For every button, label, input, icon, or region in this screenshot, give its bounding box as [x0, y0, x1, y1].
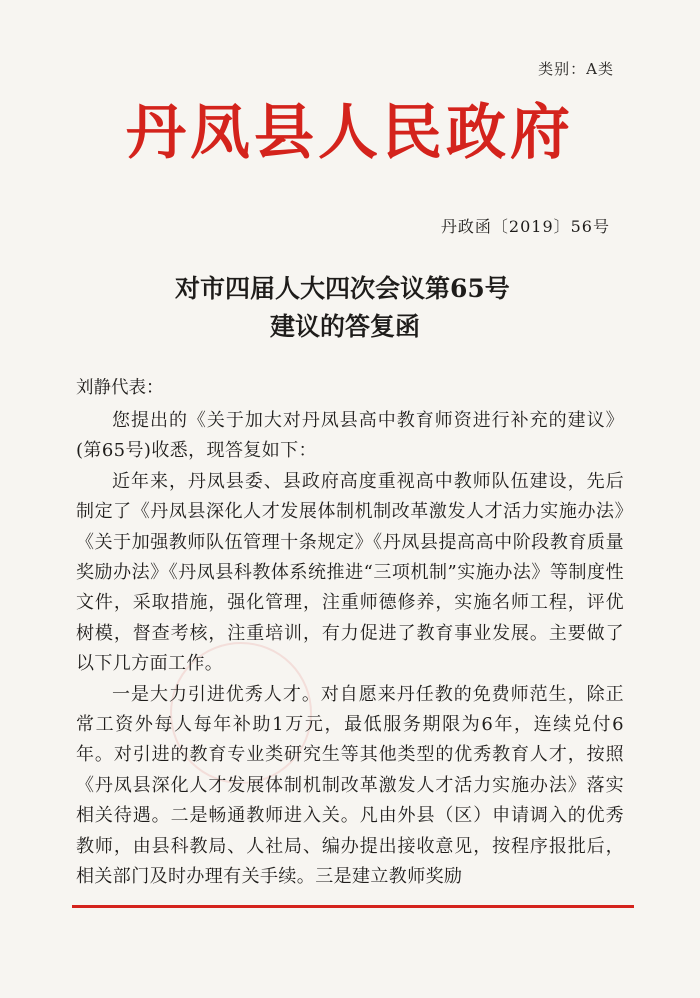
title-line-1: 对市四届人大四次会议第65号: [175, 274, 510, 303]
body-paragraph: 近年来，丹凤县委、县政府高度重视高中教师队伍建设，先后制定了《丹凤县深化人才发展体制机制改革激发人才活力实施办法》《关于加强教师队伍管理十条规定》《丹凤县提高高中阶段教育质量奖励办法》《丹凤县科教体系统推进“三项机制”实施办法》等制度性文件，采取措施，强化管理，注重师德修养，实施名师工程，评优树模，督查考核，注重培训，有力促进了教育事业发展。主要做了以下几方面工作。: [76, 470, 624, 675]
footer-red-rule: [72, 905, 634, 908]
document-number: 丹政函〔2019〕56号: [440, 217, 610, 236]
title-line-2: 建议的答复函: [270, 312, 421, 341]
salutation: 刘静代表：: [76, 378, 164, 398]
document-body: [76, 406, 624, 893]
issuing-authority-header: 丹凤县人民政府: [126, 98, 574, 168]
body-paragraph: 一是大力引进优秀人才。对自愿来丹任教的免费师范生，除正常工资外每人每年补助1万元，最低服务期限为6年，连续兑付6年。对引进的教育专业类研究生等其他类型的优秀教育人才，按照《丹凤县深化人才发展体制机制改革激发人才活力实施办法》落实相关待遇。二是畅通教师进入关。凡由外县（区）申请调入的优秀教师，由县科教局、人社局、编办提出接收意见，按程序报批后，相关部门及时办理有关手续。三是建立教师奖励: [76, 683, 624, 888]
body-paragraph: 您提出的《关于加大对丹凤县高中教育师资进行补充的建议》(第65号)收悉，现答复如下：: [76, 410, 624, 462]
document-category: 类别：A类: [538, 60, 614, 78]
